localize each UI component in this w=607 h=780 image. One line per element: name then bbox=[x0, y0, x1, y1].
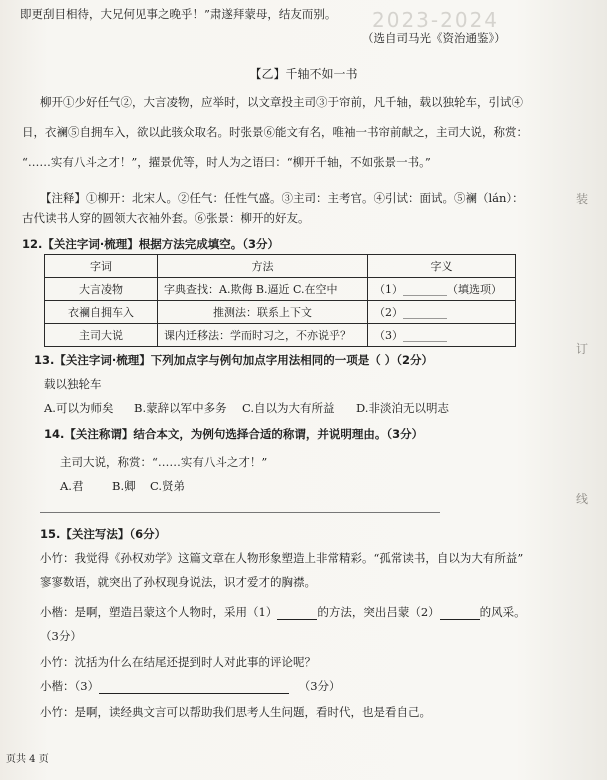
table-header-row bbox=[45, 255, 516, 278]
q15-dialogue-6: 小竹：是啊，读经典文言可以帮助我们思考人生问题，看时代，也是看自己。 bbox=[40, 705, 431, 719]
column-header: 方法 bbox=[158, 255, 368, 278]
passage-a-ending: 即更刮目相待，大兄何见事之晚乎！”肃遂拜蒙母，结友而别。 bbox=[20, 7, 337, 21]
q13-prompt: 13.【关注字词·梳理】下列加点字与例句加点字用法相同的一项是（ ）（2分） bbox=[34, 353, 433, 367]
q13-option-b[interactable]: B.蒙辞以军中多务 bbox=[134, 401, 227, 415]
margin-mark: 装 bbox=[576, 192, 589, 206]
table-cell-method: 推测法：联系上下文 bbox=[158, 301, 368, 324]
q14-example: 主司大说，称赏：“……实有八斗之才！” bbox=[60, 455, 268, 469]
q15-score-note: （3分） bbox=[40, 629, 82, 643]
column-header: 字义 bbox=[367, 255, 515, 278]
q12-prompt: 12.【关注字词·梳理】根据方法完成填空。（3分） bbox=[22, 237, 279, 251]
q15-dialogue-1: 小竹：我觉得《孙权劝学》这篇文章在人物形象塑造上非常精彩。“孤常读书，自以为大有所益” bbox=[40, 551, 524, 565]
q13-example: 载以独轮车 bbox=[44, 377, 102, 391]
passage-b-line-2: 日，衣襕⑤自拥车入，欲以此骇众取名。时张景⑥能文有名，唯袖一书帘前献之，主司大说，称赏： bbox=[22, 125, 528, 139]
q15-dialogue-5 bbox=[40, 678, 341, 694]
q15-blank-3[interactable] bbox=[99, 693, 289, 694]
passage-b-line-1: 柳开①少好任气②，大言凌物，应举时，以文章投主司③于帘前，凡千轴，载以独轮车，引试④ bbox=[40, 95, 523, 109]
passage-a-source: （选自司马光《资治通鉴》） bbox=[362, 31, 506, 45]
table-row bbox=[45, 301, 516, 324]
q13-option-c[interactable]: C.自以为大有所益 bbox=[242, 401, 335, 415]
table-cell-meaning[interactable]: （3）________ bbox=[367, 324, 515, 347]
table-cell-word: 主司大说 bbox=[45, 324, 158, 347]
passage-b-note-1: 【注释】①柳开：北宋人。②任气：任性气盛。③主司：主考官。④引试：面试。⑤襕（lán）： bbox=[40, 191, 524, 205]
table-row bbox=[45, 324, 516, 347]
column-header: 字词 bbox=[45, 255, 158, 278]
page-footer: 页共 4 页 bbox=[6, 754, 49, 765]
q15-blank-1[interactable] bbox=[277, 619, 317, 620]
q15-text: （3分） bbox=[298, 679, 341, 693]
passage-b-line-3: “……实有八斗之才！”，擢景优等，时人为之语曰：“柳开千轴，不如张景一书。” bbox=[22, 155, 431, 169]
table-cell-meaning[interactable]: （1）________（填选项） bbox=[367, 278, 515, 301]
table-cell-word: 衣襕自拥车入 bbox=[45, 301, 158, 324]
margin-mark: 订 bbox=[576, 342, 589, 356]
q15-dialogue-4: 小竹：沈括为什么在结尾还提到时人对此事的评论呢？ bbox=[40, 655, 316, 669]
table-cell-method: 字典查找：A.欺侮 B.逼近 C.在空中 bbox=[158, 278, 368, 301]
q13-option-d[interactable]: D.非淡泊无以明志 bbox=[356, 401, 449, 415]
q15-text: 小楷：（3） bbox=[40, 679, 100, 693]
passage-b-title: 【乙】千轴不如一书 bbox=[249, 67, 358, 81]
q15-dialogue-3 bbox=[40, 604, 526, 620]
q12-table bbox=[44, 254, 516, 347]
passage-b-note-2: 古代读书人穿的圆领大衣袖外套。⑥张景：柳开的好友。 bbox=[22, 211, 310, 225]
bleed-through-year: 2023-2024 bbox=[372, 8, 500, 32]
q14-option-c[interactable]: C.贤弟 bbox=[150, 479, 186, 493]
q15-dialogue-2: 寥寥数语，就突出了孙权现身说法，识才爱才的胸襟。 bbox=[40, 575, 316, 589]
margin-mark: 线 bbox=[576, 492, 589, 506]
table-cell-method: 课内迁移法：学而时习之，不亦说乎？ bbox=[158, 324, 368, 347]
q14-option-a[interactable]: A.君 bbox=[60, 479, 84, 493]
q14-answer-line[interactable] bbox=[40, 512, 440, 513]
q13-option-a[interactable]: A.可以为师矣 bbox=[44, 401, 114, 415]
q15-text: 的方法，突出吕蒙（2） bbox=[317, 605, 440, 619]
q14-option-b[interactable]: B.卿 bbox=[112, 479, 136, 493]
table-row bbox=[45, 278, 516, 301]
table-cell-word: 大言凌物 bbox=[45, 278, 158, 301]
q15-text: 小楷：是啊，塑造吕蒙这个人物时，采用（1） bbox=[40, 605, 278, 619]
q15-text: 的风采。 bbox=[479, 605, 526, 619]
q15-prompt: 15.【关注写法】（6分） bbox=[40, 527, 167, 541]
q15-blank-2[interactable] bbox=[440, 619, 480, 620]
table-cell-meaning[interactable]: （2）________ bbox=[367, 301, 515, 324]
q14-prompt: 14.【关注称谓】结合本文，为例句选择合适的称谓，并说明理由。（3分） bbox=[44, 427, 424, 441]
